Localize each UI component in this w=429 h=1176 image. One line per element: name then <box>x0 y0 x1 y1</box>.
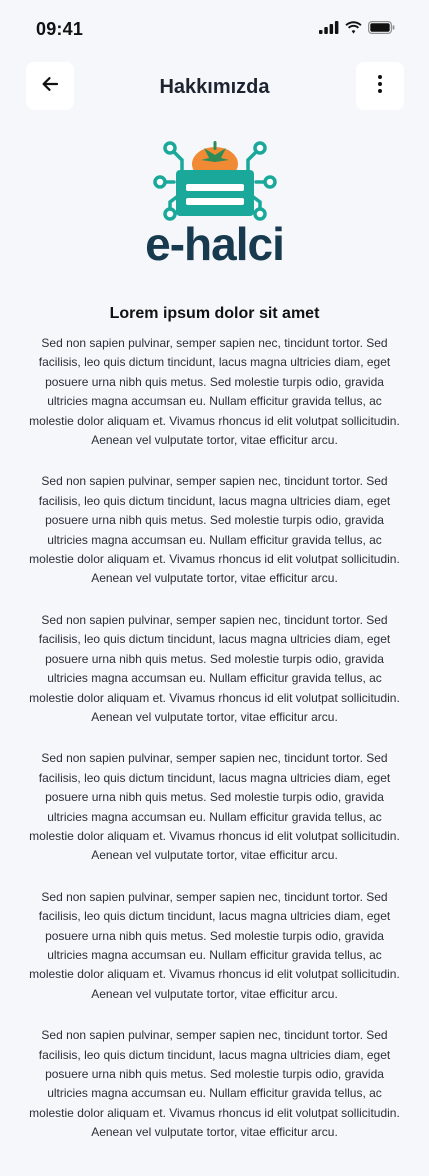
section-heading: Lorem ipsum dolor sit amet <box>109 305 320 322</box>
app-header <box>0 62 429 112</box>
wifi-icon <box>345 21 362 39</box>
paragraph: Sed non sapien pulvinar, semper sapien nec, tincidunt tortor. Sed facilisis, leo quis dictum tincidunt, lacus magna ultricies diam, eget posuere urna nibh quis metus. Sed molestie turpis odio, gravida ultricies magna accumsan eu. Nullam efficitur gravida tellus, ac molestie dolor aliquam et. Vivamus rhoncus id elit volutpat sollicitudin. Aenean vel vulputate tortor, vitae efficitur arcu. <box>29 474 400 586</box>
status-time: 09:41 <box>36 19 84 39</box>
paragraph: Sed non sapien pulvinar, semper sapien nec, tincidunt tortor. Sed facilisis, leo quis dictum tincidunt, lacus magna ultricies diam, eget posuere urna nibh quis metus. Sed molestie turpis odio, gravida ultricies magna accumsan eu. Nullam efficitur gravida tellus, ac molestie dolor aliquam et. Vivamus rhoncus id elit volutpat sollicitudin. Aenean vel vulputate tortor, vitae efficitur arcu. <box>29 336 400 448</box>
status-icons <box>319 21 395 39</box>
paragraph: Sed non sapien pulvinar, semper sapien nec, tincidunt tortor. Sed facilisis, leo quis dictum tincidunt, lacus magna ultricies diam, eget posuere urna nibh quis metus. Sed molestie turpis odio, gravida ultricies magna accumsan eu. Nullam efficitur gravida tellus, ac molestie dolor aliquam et. Vivamus rhoncus id elit volutpat sollicitudin. Aenean vel vulputate tortor, vitae efficitur arcu. <box>29 612 400 724</box>
battery-icon <box>368 21 395 39</box>
paragraph: Sed non sapien pulvinar, semper sapien nec, tincidunt tortor. Sed facilisis, leo quis dictum tincidunt, lacus magna ultricies diam, eget posuere urna nibh quis metus. Sed molestie turpis odio, gravida ultricies magna accumsan eu. Nullam efficitur gravida tellus, ac molestie dolor aliquam et. Vivamus rhoncus id elit volutpat sollicitudin. Aenean vel vulputate tortor, vitae efficitur arcu. <box>29 751 400 863</box>
page-title: Hakkımızda <box>159 76 270 98</box>
paragraph: Sed non sapien pulvinar, semper sapien nec, tincidunt tortor. Sed facilisis, leo quis dictum tincidunt, lacus magna ultricies diam, eget posuere urna nibh quis metus. Sed molestie turpis odio, gravida ultricies magna accumsan eu. Nullam efficitur gravida tellus, ac molestie dolor aliquam et. Vivamus rhoncus id elit volutpat sollicitudin. Aenean vel vulputate tortor, vitae efficitur arcu. <box>29 889 400 1001</box>
cellular-signal-icon <box>319 21 339 39</box>
crate-tomato-logo-icon <box>130 138 300 228</box>
about-content <box>26 304 403 1165</box>
more-vertical-icon <box>377 74 383 99</box>
status-bar <box>0 0 429 58</box>
brand-name: e-halci <box>145 218 284 270</box>
more-options-button[interactable] <box>356 62 404 110</box>
paragraph: Sed non sapien pulvinar, semper sapien nec, tincidunt tortor. Sed facilisis, leo quis dictum tincidunt, lacus magna ultricies diam, eget posuere urna nibh quis metus. Sed molestie turpis odio, gravida ultricies magna accumsan eu. Nullam efficitur gravida tellus, ac molestie dolor aliquam et. Vivamus rhoncus id elit volutpat sollicitudin. Aenean vel vulputate tortor, vitae efficitur arcu. <box>29 1028 400 1140</box>
